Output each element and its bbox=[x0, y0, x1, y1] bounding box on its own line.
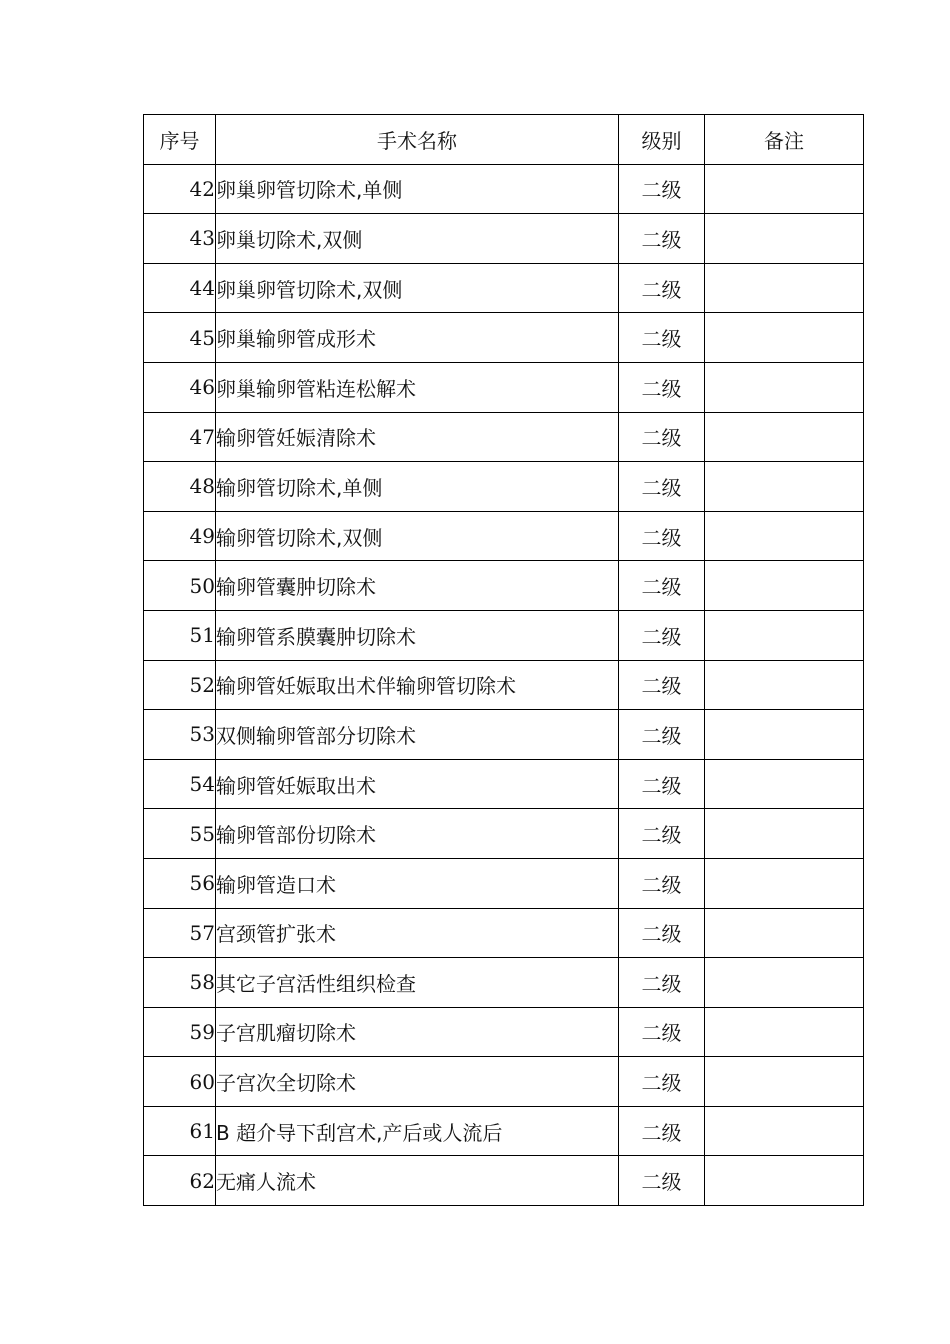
table-row bbox=[144, 511, 864, 561]
procedure-name-cell: 输卵管妊娠取出术 bbox=[216, 759, 619, 809]
table-row bbox=[144, 412, 864, 462]
procedure-name-cell: 无痛人流术 bbox=[216, 1156, 619, 1206]
level-cell: 二级 bbox=[619, 362, 705, 412]
note-cell bbox=[705, 710, 864, 760]
level-cell: 二级 bbox=[619, 958, 705, 1008]
note-cell bbox=[705, 214, 864, 264]
table-row bbox=[144, 313, 864, 363]
seq-cell: 60 bbox=[144, 1057, 216, 1107]
note-cell bbox=[705, 958, 864, 1008]
seq-cell: 42 bbox=[144, 164, 216, 214]
note-cell bbox=[705, 759, 864, 809]
seq-cell: 46 bbox=[144, 362, 216, 412]
procedure-table bbox=[143, 114, 864, 1206]
seq-cell: 47 bbox=[144, 412, 216, 462]
procedure-name-cell: 卵巢输卵管成形术 bbox=[216, 313, 619, 363]
seq-cell: 45 bbox=[144, 313, 216, 363]
note-cell bbox=[705, 1057, 864, 1107]
seq-cell: 61 bbox=[144, 1106, 216, 1156]
procedure-name-cell: 输卵管造口术 bbox=[216, 858, 619, 908]
procedure-name-cell: 输卵管妊娠清除术 bbox=[216, 412, 619, 462]
level-cell: 二级 bbox=[619, 412, 705, 462]
seq-cell: 51 bbox=[144, 610, 216, 660]
seq-cell: 48 bbox=[144, 462, 216, 512]
seq-cell: 62 bbox=[144, 1156, 216, 1206]
level-cell: 二级 bbox=[619, 710, 705, 760]
note-cell bbox=[705, 511, 864, 561]
note-cell bbox=[705, 561, 864, 611]
table-row bbox=[144, 1106, 864, 1156]
note-cell bbox=[705, 263, 864, 313]
table-row bbox=[144, 759, 864, 809]
level-cell: 二级 bbox=[619, 561, 705, 611]
table-row bbox=[144, 710, 864, 760]
procedure-name-cell: 子宫肌瘤切除术 bbox=[216, 1007, 619, 1057]
note-cell bbox=[705, 858, 864, 908]
procedure-name-cell: 宫颈管扩张术 bbox=[216, 908, 619, 958]
seq-cell: 49 bbox=[144, 511, 216, 561]
level-cell: 二级 bbox=[619, 1156, 705, 1206]
procedure-name-cell: B 超介导下刮宫术,产后或人流后 bbox=[216, 1106, 619, 1156]
level-cell: 二级 bbox=[619, 908, 705, 958]
procedure-name-cell: 输卵管系膜囊肿切除术 bbox=[216, 610, 619, 660]
table-row bbox=[144, 214, 864, 264]
procedure-name-cell: 双侧输卵管部分切除术 bbox=[216, 710, 619, 760]
procedure-name-cell: 卵巢切除术,双侧 bbox=[216, 214, 619, 264]
table-row bbox=[144, 1007, 864, 1057]
note-cell bbox=[705, 164, 864, 214]
table-row bbox=[144, 908, 864, 958]
seq-cell: 56 bbox=[144, 858, 216, 908]
note-cell bbox=[705, 660, 864, 710]
level-cell: 二级 bbox=[619, 1007, 705, 1057]
level-cell: 二级 bbox=[619, 263, 705, 313]
table-row bbox=[144, 1156, 864, 1206]
level-cell: 二级 bbox=[619, 214, 705, 264]
level-cell: 二级 bbox=[619, 462, 705, 512]
note-cell bbox=[705, 362, 864, 412]
procedure-name-cell: 子宫次全切除术 bbox=[216, 1057, 619, 1107]
header-name: 手术名称 bbox=[216, 115, 619, 165]
seq-cell: 54 bbox=[144, 759, 216, 809]
procedure-name-cell: 输卵管妊娠取出术伴输卵管切除术 bbox=[216, 660, 619, 710]
table-row bbox=[144, 362, 864, 412]
table-body bbox=[144, 164, 864, 1205]
level-cell: 二级 bbox=[619, 164, 705, 214]
seq-cell: 43 bbox=[144, 214, 216, 264]
note-cell bbox=[705, 908, 864, 958]
table-row bbox=[144, 263, 864, 313]
procedure-name-cell: 其它子宫活性组织检查 bbox=[216, 958, 619, 1008]
procedure-name-cell: 卵巢卵管切除术,单侧 bbox=[216, 164, 619, 214]
table-row bbox=[144, 610, 864, 660]
table-row bbox=[144, 561, 864, 611]
note-cell bbox=[705, 313, 864, 363]
header-level: 级别 bbox=[619, 115, 705, 165]
note-cell bbox=[705, 809, 864, 859]
level-cell: 二级 bbox=[619, 809, 705, 859]
table-row bbox=[144, 958, 864, 1008]
table-row bbox=[144, 660, 864, 710]
note-cell bbox=[705, 1156, 864, 1206]
seq-cell: 59 bbox=[144, 1007, 216, 1057]
level-cell: 二级 bbox=[619, 1106, 705, 1156]
header-seq: 序号 bbox=[144, 115, 216, 165]
seq-cell: 58 bbox=[144, 958, 216, 1008]
seq-cell: 55 bbox=[144, 809, 216, 859]
note-cell bbox=[705, 412, 864, 462]
level-cell: 二级 bbox=[619, 660, 705, 710]
table-row bbox=[144, 164, 864, 214]
procedure-name-cell: 输卵管切除术,双侧 bbox=[216, 511, 619, 561]
table-row bbox=[144, 809, 864, 859]
seq-cell: 52 bbox=[144, 660, 216, 710]
note-cell bbox=[705, 1106, 864, 1156]
table-row bbox=[144, 1057, 864, 1107]
level-cell: 二级 bbox=[619, 610, 705, 660]
procedure-name-cell: 卵巢输卵管粘连松解术 bbox=[216, 362, 619, 412]
seq-cell: 44 bbox=[144, 263, 216, 313]
level-cell: 二级 bbox=[619, 1057, 705, 1107]
header-note: 备注 bbox=[705, 115, 864, 165]
table-row bbox=[144, 462, 864, 512]
level-cell: 二级 bbox=[619, 313, 705, 363]
level-cell: 二级 bbox=[619, 858, 705, 908]
seq-cell: 57 bbox=[144, 908, 216, 958]
procedure-name-cell: 输卵管部份切除术 bbox=[216, 809, 619, 859]
procedure-name-cell: 输卵管囊肿切除术 bbox=[216, 561, 619, 611]
level-cell: 二级 bbox=[619, 511, 705, 561]
table-row bbox=[144, 858, 864, 908]
procedure-name-cell: 输卵管切除术,单侧 bbox=[216, 462, 619, 512]
seq-cell: 50 bbox=[144, 561, 216, 611]
procedure-name-cell: 卵巢卵管切除术,双侧 bbox=[216, 263, 619, 313]
seq-cell: 53 bbox=[144, 710, 216, 760]
note-cell bbox=[705, 610, 864, 660]
level-cell: 二级 bbox=[619, 759, 705, 809]
note-cell bbox=[705, 462, 864, 512]
header-row bbox=[144, 115, 864, 165]
note-cell bbox=[705, 1007, 864, 1057]
